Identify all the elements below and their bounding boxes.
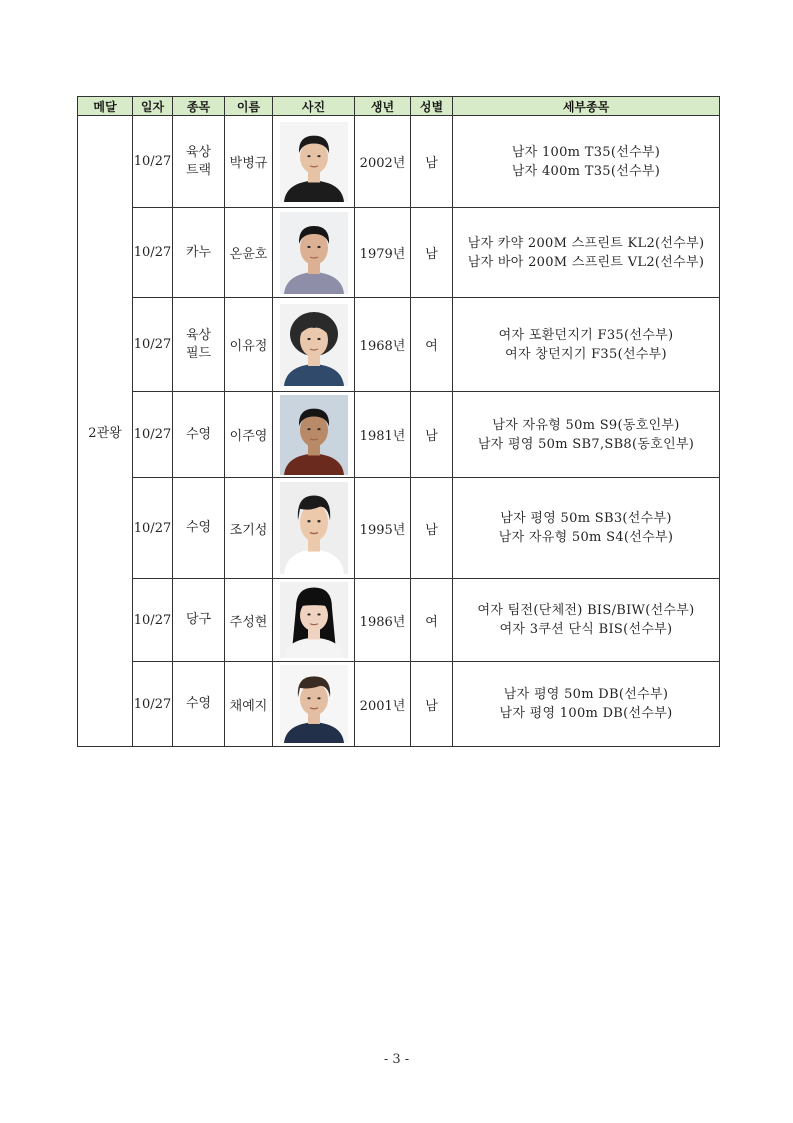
sport-line: 육상 — [185, 144, 212, 160]
detail-line: 여자 3쿠션 단식 BIS(선수부) — [499, 622, 673, 637]
detail-line: 남자 자유형 50m S9(동호인부) — [492, 417, 680, 433]
birth-cell: 1968년 — [355, 298, 411, 392]
name-cell: 온윤호 — [225, 208, 273, 298]
date-cell: 10/27 — [133, 116, 173, 208]
date-cell: 10/27 — [133, 478, 173, 579]
athlete-photo — [280, 582, 348, 658]
sport-line: 수영 — [185, 696, 212, 711]
detail-cell — [453, 392, 720, 478]
sport-cell — [173, 662, 225, 747]
sport-line: 당구 — [185, 612, 212, 627]
name-cell: 박병규 — [225, 116, 273, 208]
birth-cell: 1981년 — [355, 392, 411, 478]
detail-line: 남자 평영 100m DB(선수부) — [499, 706, 673, 721]
detail-line: 남자 100m T35(선수부) — [511, 144, 661, 160]
header-gender: 성별 — [411, 97, 453, 116]
gender-cell: 남 — [411, 392, 453, 478]
birth-cell: 1986년 — [355, 579, 411, 662]
birth-cell: 2002년 — [355, 116, 411, 208]
detail-cell — [453, 116, 720, 208]
photo-cell — [273, 478, 355, 579]
sport-line: 필드 — [185, 345, 212, 361]
athlete-photo — [280, 395, 348, 475]
photo-cell — [273, 116, 355, 208]
detail-line: 여자 창던지기 F35(선수부) — [505, 346, 667, 362]
detail-line: 남자 바아 200M 스프린트 VL2(선수부) — [467, 254, 705, 270]
detail-line: 남자 평영 50m SB7,SB8(동호인부) — [477, 436, 695, 452]
date-cell: 10/27 — [133, 662, 173, 747]
header-detail: 세부종목 — [453, 97, 720, 116]
athlete-photo — [280, 482, 348, 574]
sport-cell — [173, 392, 225, 478]
athlete-photo — [280, 212, 348, 294]
table-row — [78, 392, 720, 478]
detail-cell — [453, 298, 720, 392]
gender-cell: 여 — [411, 298, 453, 392]
table-row — [78, 662, 720, 747]
detail-line: 여자 포환던지기 F35(선수부) — [498, 327, 674, 343]
date-cell: 10/27 — [133, 579, 173, 662]
gender-cell: 남 — [411, 208, 453, 298]
header-sport: 종목 — [173, 97, 225, 116]
date-cell: 10/27 — [133, 208, 173, 298]
table-row — [78, 116, 720, 208]
sport-cell — [173, 208, 225, 298]
photo-cell — [273, 662, 355, 747]
header-name: 이름 — [225, 97, 273, 116]
detail-line: 남자 400m T35(선수부) — [511, 163, 661, 179]
athlete-photo — [280, 304, 348, 386]
sport-line: 수영 — [185, 520, 212, 535]
header-photo: 사진 — [273, 97, 355, 116]
sport-line: 트랙 — [185, 162, 212, 178]
gender-cell: 여 — [411, 579, 453, 662]
table-row — [78, 579, 720, 662]
name-cell: 주성현 — [225, 579, 273, 662]
detail-cell — [453, 579, 720, 662]
detail-line: 남자 평영 50m DB(선수부) — [503, 687, 669, 702]
table-row — [78, 298, 720, 392]
sport-cell — [173, 116, 225, 208]
sport-cell — [173, 298, 225, 392]
gender-cell: 남 — [411, 116, 453, 208]
page-number: - 3 - — [383, 1052, 410, 1067]
header-medal: 메달 — [78, 97, 133, 116]
table-header-row — [78, 97, 720, 116]
detail-line: 남자 카약 200M 스프린트 KL2(선수부) — [467, 235, 705, 251]
birth-cell: 1995년 — [355, 478, 411, 579]
detail-line: 남자 자유형 50m S4(선수부) — [498, 530, 674, 545]
table-row — [78, 478, 720, 579]
sport-line: 육상 — [185, 327, 212, 343]
name-cell: 조기성 — [225, 478, 273, 579]
header-date: 일자 — [133, 97, 173, 116]
sport-cell — [173, 579, 225, 662]
table-row — [78, 208, 720, 298]
medal-table — [77, 96, 720, 747]
birth-cell: 1979년 — [355, 208, 411, 298]
athlete-photo — [280, 665, 348, 743]
sport-cell — [173, 478, 225, 579]
detail-cell — [453, 208, 720, 298]
photo-cell — [273, 298, 355, 392]
sport-line: 수영 — [185, 426, 212, 442]
date-cell: 10/27 — [133, 298, 173, 392]
medal-count: 2관왕 — [78, 116, 133, 747]
photo-cell — [273, 579, 355, 662]
detail-cell — [453, 662, 720, 747]
name-cell: 이주영 — [225, 392, 273, 478]
date-cell: 10/27 — [133, 392, 173, 478]
detail-line: 여자 팀전(단체전) BIS/BIW(선수부) — [477, 603, 695, 618]
athlete-photo — [280, 122, 348, 202]
name-cell: 채예지 — [225, 662, 273, 747]
sport-line: 카누 — [185, 244, 212, 260]
detail-line: 남자 평영 50m SB3(선수부) — [500, 511, 672, 526]
name-cell: 이유정 — [225, 298, 273, 392]
header-birth: 생년 — [355, 97, 411, 116]
photo-cell — [273, 392, 355, 478]
gender-cell: 남 — [411, 478, 453, 579]
birth-cell: 2001년 — [355, 662, 411, 747]
photo-cell — [273, 208, 355, 298]
gender-cell: 남 — [411, 662, 453, 747]
detail-cell — [453, 478, 720, 579]
